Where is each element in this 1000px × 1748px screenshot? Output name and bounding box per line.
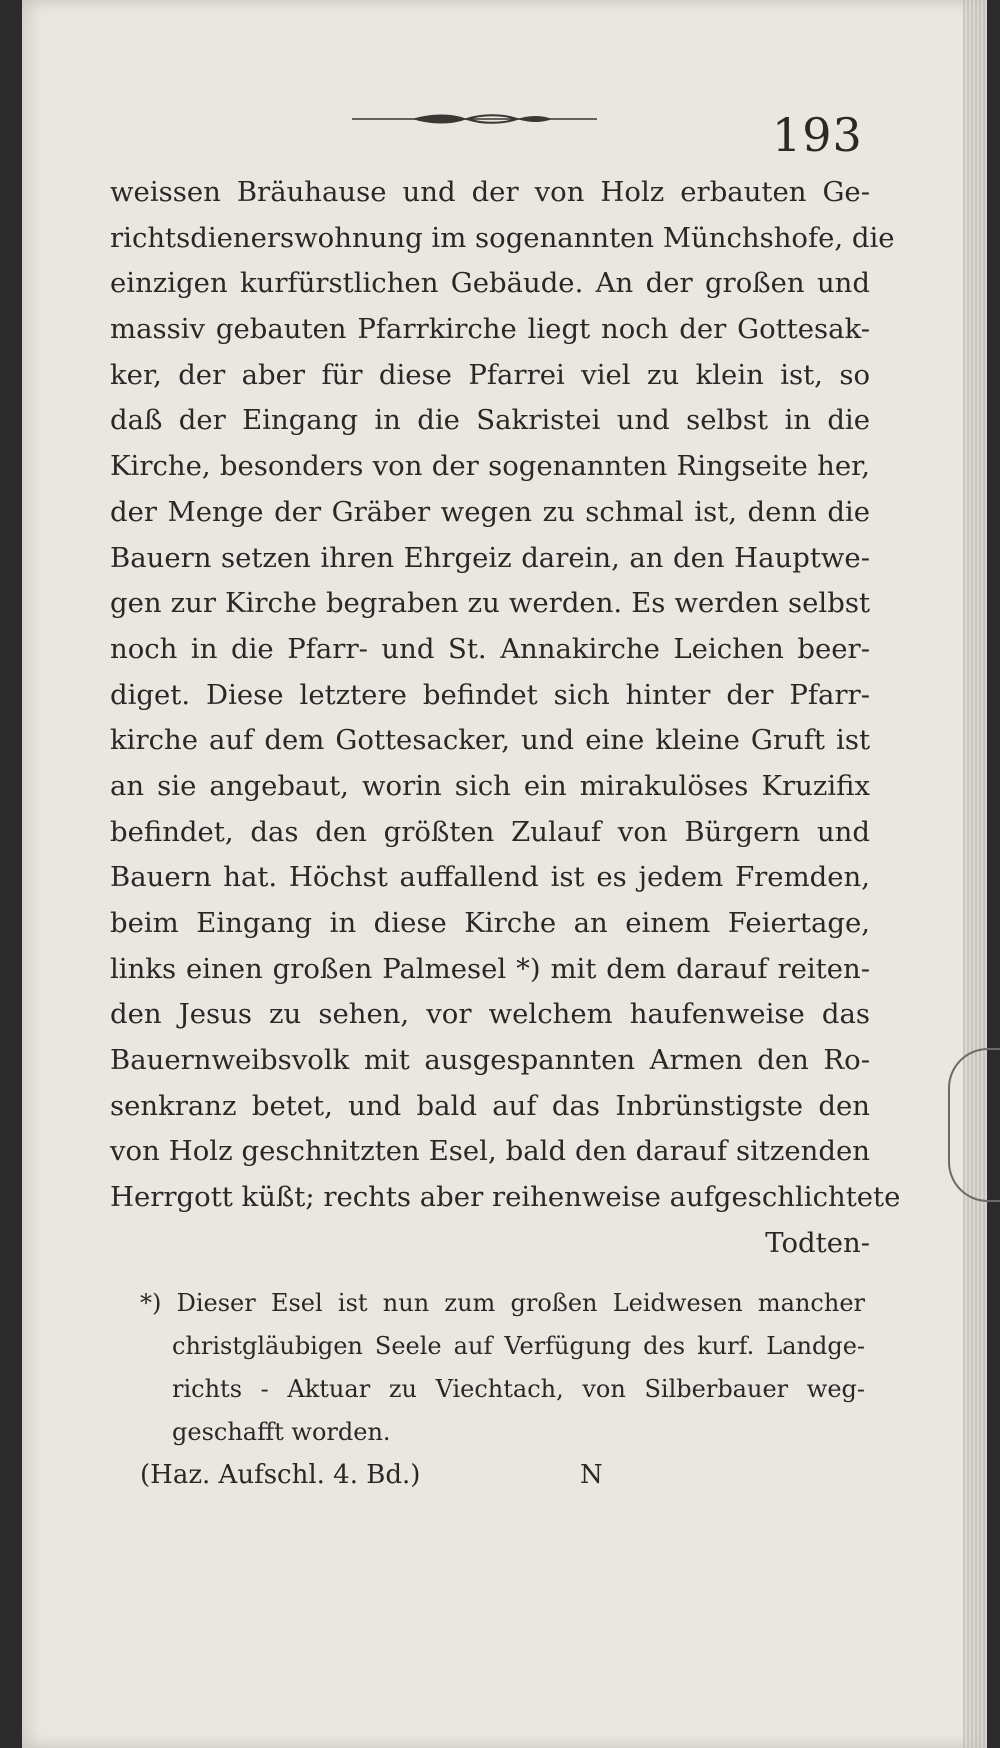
footnote <box>140 1282 865 1454</box>
text-line: Bauernweibsvolk mit ausgespannten Armen den Ro- <box>110 1044 870 1077</box>
text-line: richtsdienerswohnung im sogenannten Münchshofe, die <box>110 221 895 254</box>
footnote-line: christgläubigen Seele auf Verfügung des kurf. Landge- <box>172 1332 865 1360</box>
text-line: gen zur Kirche begraben zu werden. Es werden selbst <box>110 587 870 620</box>
text-line: befindet, das den größten Zulauf von Bürgern und <box>110 815 870 848</box>
footnote-line: richts - Aktuar zu Viechtach, von Silberbauer weg- <box>172 1375 865 1403</box>
text-line: daß der Eingang in die Sakristei und selbst in die <box>110 404 870 437</box>
text-line: beim Eingang in diese Kirche an einem Feiertage, <box>110 907 870 939</box>
footnote-line: geschafft worden. <box>172 1418 391 1446</box>
text-line: von Holz geschnitzten Esel, bald den darauf sitzenden <box>110 1135 870 1168</box>
text-line: Bauern hat. Höchst auffallend ist es jedem Fremden, <box>110 861 870 894</box>
text-line: der Menge der Gräber wegen zu schmal ist, denn die <box>110 495 870 528</box>
text-line: kirche auf dem Gottesacker, und eine kleine Gruft ist <box>110 724 870 757</box>
volume-reference: (Haz. Aufschl. 4. Bd.) <box>140 1460 421 1490</box>
page-number: 193 <box>772 108 863 162</box>
text-line: ker, der aber für diese Pfarrei viel zu klein ist, so <box>110 358 870 391</box>
text-line: noch in die Pfarr- und St. Annakirche Leichen beer- <box>110 632 870 665</box>
text-line: massiv gebauten Pfarrkirche liegt noch der Gottesak- <box>110 313 870 346</box>
text-line: Kirche, besonders von der sogenannten Ringseite her, <box>110 450 870 483</box>
text-line: den Jesus zu sehen, vor welchem haufenweise das <box>110 998 870 1031</box>
footnote-line: *) Dieser Esel ist nun zum großen Leidwesen mancher <box>140 1289 865 1317</box>
text-line: Bauern setzen ihren Ehrgeiz darein, an den Hauptwe- <box>110 541 870 574</box>
catchword: Todten- <box>765 1226 870 1259</box>
signature-mark: N <box>580 1460 603 1490</box>
text-line: an sie angebaut, worin sich ein mirakulöses Kruzifix <box>110 769 870 802</box>
text-line: einzigen kurfürstlichen Gebäude. An der großen und <box>110 267 870 300</box>
page-sheet <box>22 0 987 1748</box>
header-ornament <box>352 112 597 126</box>
clip-arc <box>948 1048 1000 1202</box>
text-line: diget. Diese letztere befindet sich hinter der Pfarr- <box>110 678 870 711</box>
text-line: senkranz betet, und bald auf das Inbrünstigste den <box>110 1089 870 1122</box>
page-edge <box>963 0 987 1748</box>
text-line: weissen Bräuhause und der von Holz erbauten Ge- <box>110 176 870 208</box>
printer-signature <box>140 1455 840 1495</box>
body-text <box>110 170 901 1267</box>
text-line: Herrgott küßt; rechts aber reihenweise aufgeschlichtete <box>110 1181 901 1214</box>
text-line: links einen großen Palmesel *) mit dem darauf reiten- <box>110 952 870 985</box>
